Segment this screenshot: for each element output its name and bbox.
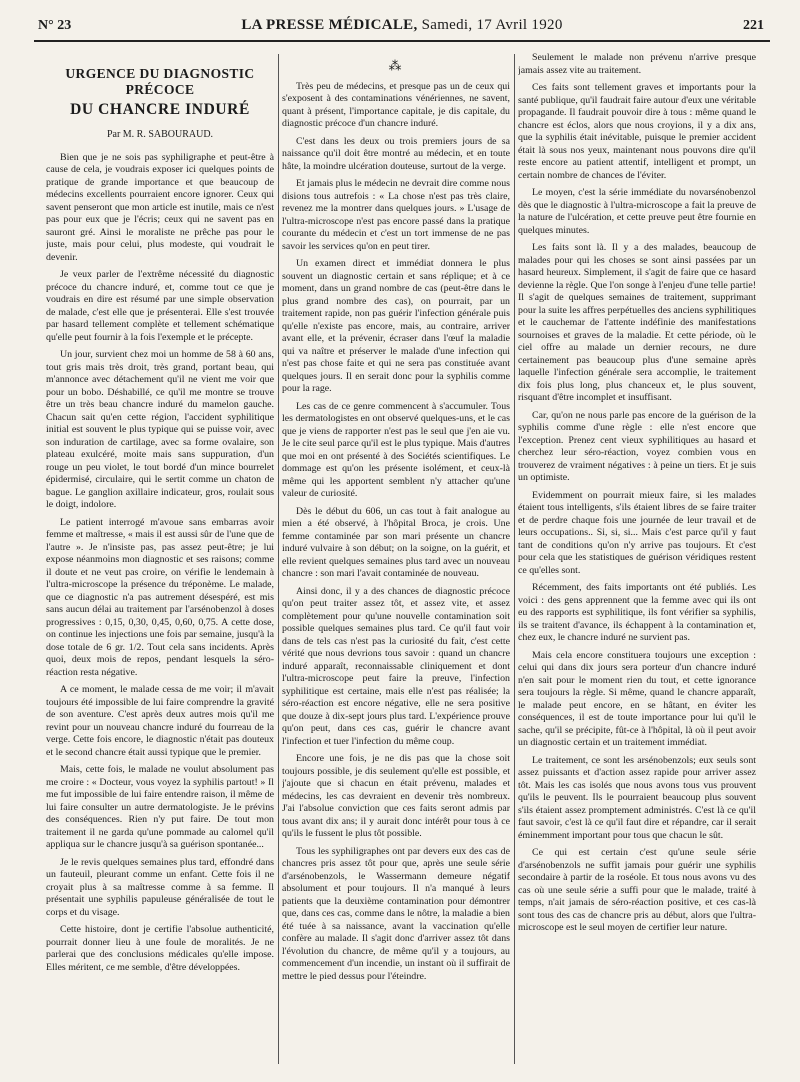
paragraph: Le moyen, c'est la série immédiate du novarsénobenzol dès que le diagnostic à l'ultra-microscope a fait la preuve de la nature de l'ulcération, et cette preuve peut être fournie en quelques minutes. — [518, 187, 756, 236]
paragraph: Ce qui est certain c'est qu'une seule série d'arsénobenzols ne suffit jamais pour guérir une syphilis secondaire à partir de la roséole. Et tous nous avons vu des cas où une seule série a suffi pour que le malade, traité à temps, n'ait jamais de séro-réaction positive, et ces cas-là sont tous des cas de chancre pris au début, alors que l'ultra-microscope est le seul moyen de certifier leur nature. — [518, 847, 756, 933]
page-header — [34, 14, 770, 42]
paragraph: Mais, cette fois, le malade ne voulut absolument pas me croire : « Docteur, vous voyez la syphilis partout! » Il me fut impossible de lui faire entendre raison, il même de lui faire consulter un autre dermatologiste. Je le prévins des conséquences. Rien n'y put faire. De tout mon traitement il ne garda qu'une pommade au calomel qu'il appliqua sur le chancre jusqu'à sa guérison spontanée... — [46, 764, 274, 850]
column-divider — [278, 54, 279, 1064]
paragraph: Un jour, survient chez moi un homme de 58 à 60 ans, tout gris mais très droit, très grand, portant beau, qui m'annonce avec détachement qu'il ne vient me voir que pour un bobo. Déshabillé, ce qu'il me montre se trouve être un très beau chancre induré du mamelon gauche. Chacun sait qu'en cette région, l'accident syphilitique initial est souvent le plus typique qui se puisse voir, avec son induration de cartilage, avec sa forme ovalaire, son plateau exulcéré, moite mais sans suppuration, d'un rouge un peu violet, le tout bordé d'un mince bourrelet épidermisé, circulaire, qui le sertit comme un chaton de bague. Le ganglion axillaire indicateur, gros, roulait sous le doigt, indolore. — [46, 349, 274, 510]
paragraph: Cette histoire, dont je certifie l'absolue authenticité, pourrait donner lieu à une foule de moralités. Je ne parlerai que des conclusions médicales qu'elle impose. Elles méritent, ce me semble, d'être développées. — [46, 924, 274, 973]
paragraph: Les faits sont là. Il y a des malades, beaucoup de malades pour qui les choses se sont ainsi passées par un hasard heureux. Simplement, il s'agit de faire que ce hasard devienne la règle. Que l'on songe à l'enjeu d'une telle partie! Il s'agit de quelques semaines de traitement, supprimant pour la suite les affres perpétuelles des anciens syphilitiques et le cauchemar de l'attente indéfinie des manifestations sournoises et graves de la maladie. Et cette période, où le ciel offre au malade un dernier recours, ne dure certainement pas beaucoup plus d'une semaine après laquelle l'infection générale sera accomplie, le traitement dix fois plus long, plus chanceux et, le plus souvent, risquant d'être incomplet et insuffisant. — [518, 242, 756, 403]
text-column-3 — [518, 52, 756, 1068]
paragraph: Tous les syphiligraphes ont par devers eux des cas de chancres pris assez tôt pour que, après une seule série d'arsénobenzols, le Wassermann demeure négatif absolument et pour toujours. Il n'a manqué à leurs patients que la deuxième contamination pour démontrer que, dans ces cas, comme dans le nôtre, la maladie a bien été tuée à sa naissance, avant la vaccination qu'elle confère au malade. Il s'agit donc d'arriver assez tôt dans l'évolution du chancre, de même qu'il y a toujours, au commencement d'un incendie, un instant où il suffirait de mettre le pied dessus pour l'éteindre. — [282, 845, 510, 982]
paragraph: Les cas de ce genre commencent à s'accumuler. Tous les dermatologistes en ont observé quelques-uns, et le cas que je viens de rapporter n'est pas le seul que j'en aie vu. Je le cite seul parce qu'il est le plus typique. Mais d'autres que moi en ont présenté à des Sociétés scientifiques. Le dommage est qu'on les présente isolément, et ceux-là même qui les apportent semblent n'y attacher qu'une valeur de curiosité. — [282, 400, 510, 499]
paragraph: Mais cela encore constituera toujours une exception : celui qui dans dix jours sera porteur d'un chancre induré n'en sait pour le moment rien du tout, et cette ignorance sera toujours la règle. Si même, quand le chancre apparaît, le malade peut encore, en se hâtant, en éviter les conséquences, il est de toute importance pour lui qu'il le sache, qu'il se précipite, fût-ce à l'hôpital, là où il peut avoir un diagnostic certain et un traitement immédiat. — [518, 649, 756, 748]
paragraph: Je le revis quelques semaines plus tard, effondré dans un fauteuil, pleurant comme un enfant. Cette fois il ne croyait plus à sa maîtresse comme à sa femme. Il présentait une syphilis papuleuse généralisée de tout le corps et du visage. — [46, 856, 274, 918]
page-number: 221 — [743, 18, 764, 33]
paragraph: C'est dans les deux ou trois premiers jours de sa naissance qu'il doit être montré au médecin, et en toute hâte, la moindre ulcération douteuse, surtout de la verge. — [282, 135, 510, 172]
section-separator: ⁂ — [388, 58, 404, 73]
column-divider — [514, 54, 515, 1064]
paragraph: A ce moment, le malade cessa de me voir; il m'avait toujours été impossible de lui faire comprendre la gravité de son aventure. C'est après deux autres mois qu'il me revint pour un nouveau chancre induré du fourreau de la verge. Cette fois encore, le diagnostic n'était pas douteux et le second chancre était aussi typique que le premier. — [46, 684, 274, 758]
paragraph: Et jamais plus le médecin ne devrait dire comme nous disions tous autrefois : « La chose n'est pas très claire, revenez me la montrer dans quelques jours. » L'usage de l'ultra-microscope n'est pas encore passé dans la pratique courante du médecin et c'est un tort immense de ne pas savoir les services qu'on en peut tirer. — [282, 178, 510, 252]
paragraph: Très peu de médecins, et presque pas un de ceux qui s'exposent à des contaminations vénériennes, ne savent, quant à présent, l'importance capitale, je dis capitale, du diagnostic précoce d'un chancre induré. — [282, 80, 510, 129]
paragraph: Bien que je ne sois pas syphiligraphe et peut-être à cause de cela, je voudrais exposer ici quelques points de pratique de grande importance et que beaucoup de médecins excellents pourraient encore ignorer. Ceux qui savent penseront que mon article est inutile, mais ce n'est pas pour eux que je l'écris; ceux qui ne savent pas en sauront gré. Ainsi le moraliste ne prêche pas pour le juste, mais pour celui, plus modeste, qui voudrait le devenir. — [46, 151, 274, 263]
paragraph: Le traitement, ce sont les arsénobenzols; eux seuls sont assez puissants et d'action assez rapide pour arriver assez tôt. Mais les cas isolés que nous avons tous vus prouvent qu'ils le peuvent. Ils le pourraient beaucoup plus souvent s'ils étaient assez promptement administrés. C'est là ce qu'il faut savoir, c'est là ce qu'il faut dire et répandre, car il serait éminemment important pour tous que chacun le sût. — [518, 754, 756, 841]
text-column-2 — [282, 52, 510, 1068]
paragraph: Encore une fois, je ne dis pas que la chose soit toujours possible, je dis seulement qu'elle est possible, et j'ajoute que si chacun en était prévenu, malades et médecins, les cas devraient en devenir très nombreux. J'ai l'absolue conviction que ces faits seront admis par tous avant dix ans; il y aurait donc intérêt pour tous à ce qu'ils le fussent le plus tôt possible. — [282, 753, 510, 839]
journal-name: LA PRESSE MÉDICALE, — [241, 17, 418, 33]
paragraph: Dès le début du 606, un cas tout à fait analogue au mien a été observé, à l'hôpital Broca, je crois. Une femme contaminée par son mari présente un chancre induré vulvaire à son début; on la soigne, on la guérit, et elle revient quelques semaines plus tard avec un nouveau chancre : son mari l'avait contaminée de nouveau. — [282, 505, 510, 579]
issue-date: Samedi, 17 Avril 1920 — [421, 17, 563, 33]
paragraph: Je veux parler de l'extrême nécessité du diagnostic précoce du chancre induré, et, comme tout ce que je voudrais en dire est résumé par une simple observation de malade, c'est elle que je présenterai. Elle s'est trouvée par hasard tellement complète et tellement schématique qu'elle peut fournir à la fois l'exemple et le précepte. — [46, 269, 274, 343]
paragraph: Ces faits sont tellement graves et importants pour la santé publique, qu'il faudrait faire autour d'eux une véritable propagande. Il faudrait pouvoir dire à tous : même quand le chancre est éclos, alors que nous croyions, il y a dix ans, que la syphilis était inévitable, puisque le premier accident était là sous nos yeux, maintenant nous pouvons dire qu'il reste encore au patient attentif, intelligent et prompt, un certain nombre de chances de l'éviter. — [518, 82, 756, 181]
paragraph: Evidemment on pourrait mieux faire, si les malades étaient tous intelligents, s'ils étaient libres de se faire traiter et de perdre chaque fois une journée de leur travail et de leurs occupations.. Si, si, si... Mais c'est parce qu'il y faut tant de conditions qu'on n'y arrive pas toujours. Et c'est pour cela que les statistiques de guérison véridiques restent ce qu'elles sont. — [518, 489, 756, 576]
journal-masthead — [34, 17, 770, 34]
paragraph: Récemment, des faits importants ont été publiés. Les voici : des gens apprennent que la femme avec qui ils ont eu des rapports est syphilitique, ils font vérifier sa syphilis, ils se traitent d'avance, ils échappent à la contamination et, chez eux, le chancre induré ne survient pas. — [518, 582, 756, 643]
article-title-line-2: DU CHANCRE INDURÉ — [70, 101, 250, 118]
paragraph: Seulement le malade non prévenu n'arrive presque jamais assez vite au traitement. — [518, 52, 756, 76]
paragraph: Ainsi donc, il y a des chances de diagnostic précoce qu'on peut traiter assez tôt, et assez vite, et assez complètement pour qu'une nouvelle contamination soit possible quelques semaines plus tard. Ce qu'il faut voir dans de tels cas n'est pas la curiosité du fait, c'est cette vérité que nous devrions tous savoir : quand un chancre induré apparaît, reconnaissable cliniquement et dont l'ultra-microscope peut faire la preuve, l'infection syphilitique est certaine, mais elle n'est pas réalisée; la séro-réaction est encore négative, elle ne sera positive que douze à dix-sept jours plus tard. L'expérience prouve qu'on peut, dans ces cas, guérir le chancre avant l'infection et tuer l'infection du même coup. — [282, 585, 510, 747]
text-column-1 — [46, 52, 274, 1068]
paragraph: Car, qu'on ne nous parle pas encore de la guérison de la syphilis comme d'une règle : elle n'est encore que l'exception. Prenez cent vieux syphilitiques au hasard et cherchez leur séro-réaction, voyez combien vous en trouverez de vraiment négatives : à peine un tiers. Et je suis un optimiste. — [518, 409, 756, 483]
paragraph: Le patient interrogé m'avoue sans embarras avoir femme et maîtresse, « mais il est aussi sûr de l'une que de l'autre ». Je n'insiste pas, pas assez peut-être; je lui expose néanmoins mon diagnostic et ses raisons; comme il doute et ne veut pas croire, on vérifie le lendemain à l'ultra-microscope la présence du tréponème. Le malade, que ce diagnostic n'a pas autrement désespéré, est mis sans aucun délai au traitement par l'arsénobenzol à doses progressives : 0,15, 0,30, 0,45, 0,60, 0,75. A cette dose, on continue les injections une fois par semaine, jusqu'à la dose totale de 6 gr. 1/2. Tout cela sans incidents. Après quoi, deux mois de repos, pendant lesquels la séro-réaction resta négative. — [46, 516, 274, 678]
paragraph: Un examen direct et immédiat donnera le plus souvent un diagnostic certain et sans réplique; et à ce moment, dans un grand nombre de cas (peut-être dans le plus grand nombre des cas), on pourrait, par un traitement rapide, non pas guérir l'infection générale puis qu'elle n'existe pas encore, mais, au contraire, arriver avant elle, et la prévenir, écraser dans l'œuf la maladie qui va naître et préserver le malade d'une infection qui n'est pas chose faite et qui ne sera pas constituée avant quelques jours. Il en serait donc pour la syphilis comme pour la rage. — [282, 258, 510, 394]
article-byline: Par M. R. SABOURAUD. — [106, 129, 214, 140]
issue-number: N° 23 — [38, 18, 72, 33]
article-title-line-1: URGENCE DU DIAGNOSTIC PRÉCOCE — [65, 66, 255, 97]
